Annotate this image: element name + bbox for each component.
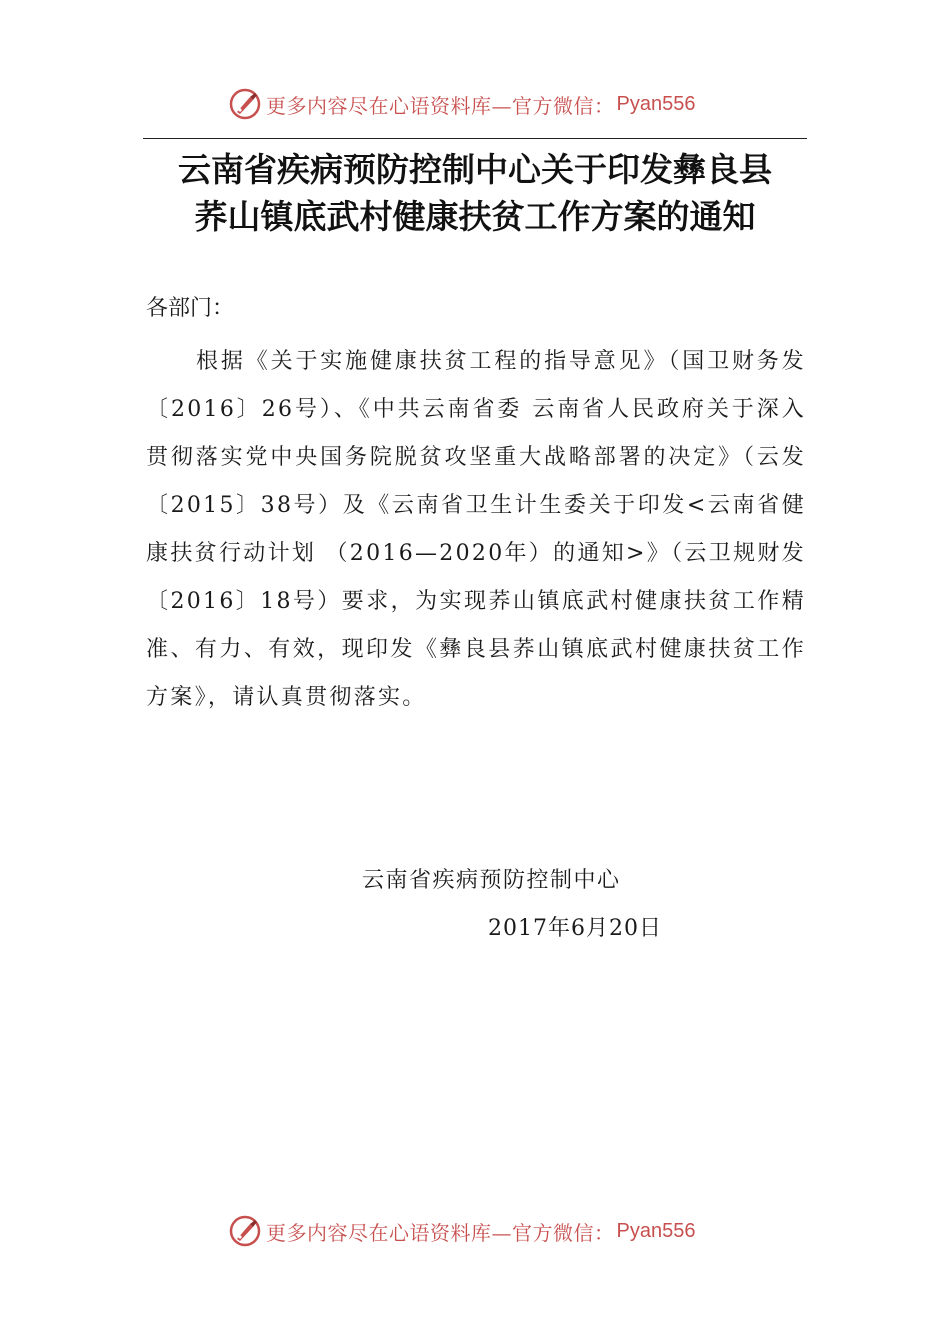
watermark-text: 更多内容尽在心语资料库—官方微信：	[266, 93, 615, 118]
document-title	[143, 146, 807, 240]
footer-watermark	[228, 1213, 695, 1249]
pen-nib-icon	[228, 1214, 262, 1248]
watermark-wechat-id: Pyan556	[616, 92, 696, 115]
watermark-wechat-id: Pyan556	[616, 1219, 696, 1242]
signature-organization: 云南省疾病预防控制中心	[362, 868, 621, 893]
pen-nib-icon	[228, 87, 262, 121]
signature-date: 2017年6月20日	[488, 916, 662, 941]
title-line-1: 云南省疾病预防控制中心关于印发彝良县	[178, 150, 772, 189]
salutation: 各部门：	[146, 296, 235, 321]
title-divider	[143, 138, 807, 139]
header-watermark	[228, 86, 695, 122]
body-paragraph: 根据《关于实施健康扶贫工程的指导意见》（国卫财务发〔2016〕26号）、《中共云南省委 云南省人民政府关于深入贯彻落实党中央国务院脱贫攻坚重大战略部署的决定》（云发〔2015〕38号）及《云南省卫生计生委关于印发<云南省健康扶贫行动计划 （2016—2020年）的通知>》（云卫规财发〔2016〕18号）要求，为实现荞山镇底武村健康扶贫工作精准、有力、有效，现印发《彝良县荞山镇底武村健康扶贫工作方案》，请认真贯彻落实。	[146, 349, 806, 710]
title-line-2: 荞山镇底武村健康扶贫工作方案的通知	[194, 197, 756, 236]
watermark-text: 更多内容尽在心语资料库—官方微信：	[266, 1220, 615, 1245]
